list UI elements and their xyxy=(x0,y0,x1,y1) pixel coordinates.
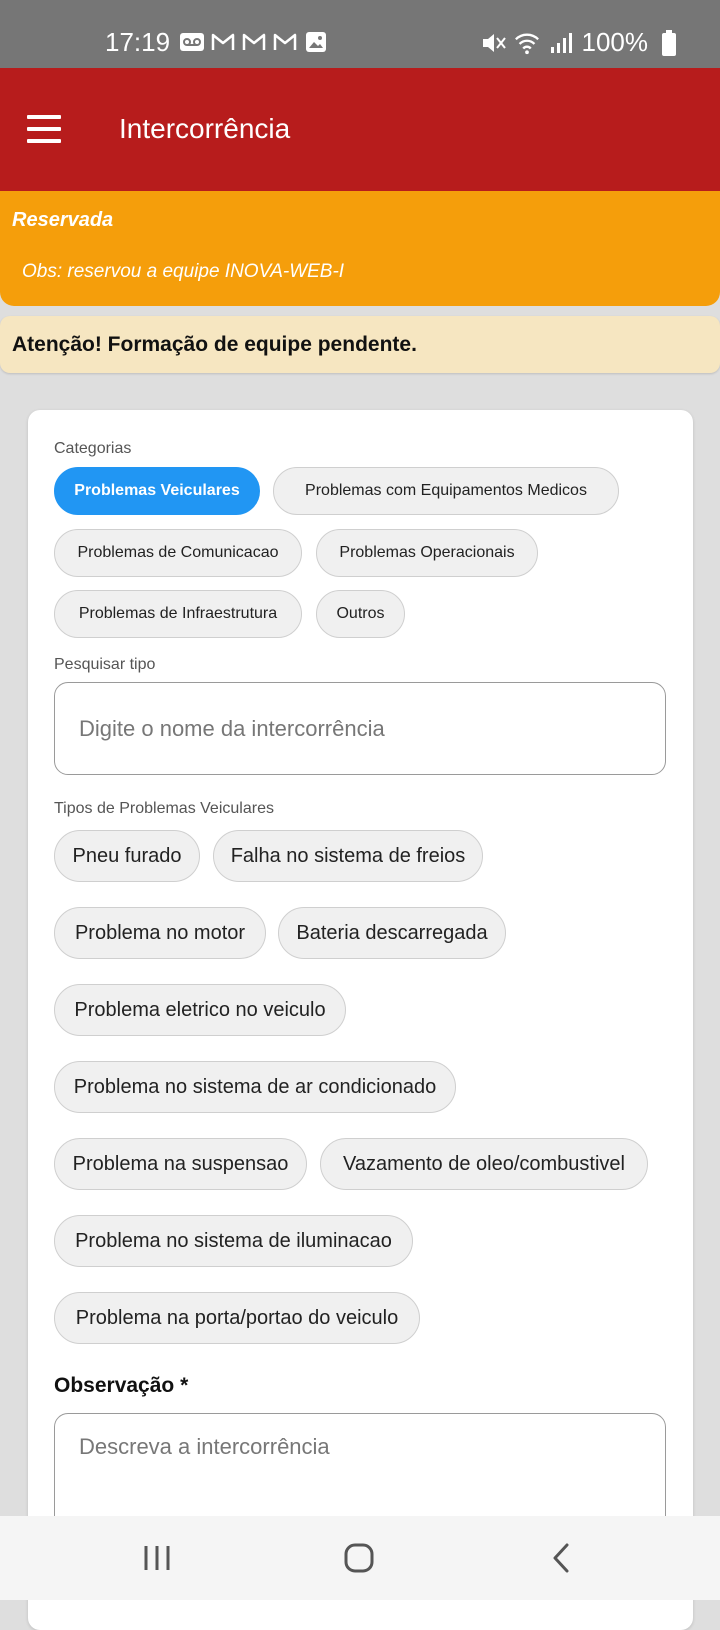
type-chip[interactable]: Problema no motor xyxy=(54,907,266,959)
type-chip[interactable]: Problema no sistema de ar condicionado xyxy=(54,1061,456,1113)
categories-label: Categorias xyxy=(54,440,132,457)
signal-icon xyxy=(548,30,574,56)
type-chip[interactable]: Problema no sistema de iluminacao xyxy=(54,1215,413,1267)
type-chip[interactable]: Problema eletrico no veiculo xyxy=(54,984,346,1036)
app-bar xyxy=(0,68,720,191)
category-chip[interactable]: Outros xyxy=(316,590,405,638)
observation-label: Observação * xyxy=(54,1374,189,1397)
category-chip[interactable]: Problemas de Comunicacao xyxy=(54,529,302,577)
notification-icons xyxy=(180,31,328,53)
search-label: Pesquisar tipo xyxy=(54,656,156,673)
voicemail-icon xyxy=(180,31,204,53)
menu-icon[interactable] xyxy=(24,112,64,146)
gmail-icon xyxy=(242,31,266,53)
reservation-obs: Obs: reservou a equipe INOVA-WEB-I xyxy=(22,261,345,282)
battery-icon xyxy=(656,30,682,56)
recent-apps-icon[interactable] xyxy=(137,1538,177,1578)
status-time: 17:19 xyxy=(105,27,171,57)
category-chip[interactable]: Problemas Operacionais xyxy=(316,529,538,577)
home-icon[interactable] xyxy=(339,1538,379,1578)
type-chip[interactable]: Bateria descarregada xyxy=(278,907,506,959)
form-card xyxy=(28,410,693,1630)
status-bar xyxy=(0,0,720,68)
type-chip[interactable]: Pneu furado xyxy=(54,830,200,882)
image-icon xyxy=(304,31,328,53)
reservation-banner xyxy=(0,191,720,306)
mute-icon xyxy=(480,30,506,56)
type-chip[interactable]: Problema na suspensao xyxy=(54,1138,307,1190)
category-chip[interactable]: Problemas de Infraestrutura xyxy=(54,590,302,638)
system-nav-bar xyxy=(0,1516,720,1600)
warning-banner xyxy=(0,316,720,373)
category-chip[interactable]: Problemas Veiculares xyxy=(54,467,260,515)
wifi-icon xyxy=(514,30,540,56)
warning-text: Atenção! Formação de equipe pendente. xyxy=(12,333,417,356)
types-label: Tipos de Problemas Veiculares xyxy=(54,800,274,817)
type-chip[interactable]: Falha no sistema de freios xyxy=(213,830,483,882)
reservation-status: Reservada xyxy=(12,209,114,231)
gmail-icon xyxy=(211,31,235,53)
search-field[interactable] xyxy=(54,682,666,775)
gmail-icon xyxy=(273,31,297,53)
type-chip[interactable]: Vazamento de oleo/combustivel xyxy=(320,1138,648,1190)
search-input[interactable] xyxy=(79,709,639,749)
back-icon[interactable] xyxy=(541,1538,581,1578)
battery-percent: 100% xyxy=(581,27,648,57)
page-title: Intercorrência xyxy=(119,113,291,144)
type-chip[interactable]: Problema na porta/portao do veiculo xyxy=(54,1292,420,1344)
category-chip[interactable]: Problemas com Equipamentos Medicos xyxy=(273,467,619,515)
